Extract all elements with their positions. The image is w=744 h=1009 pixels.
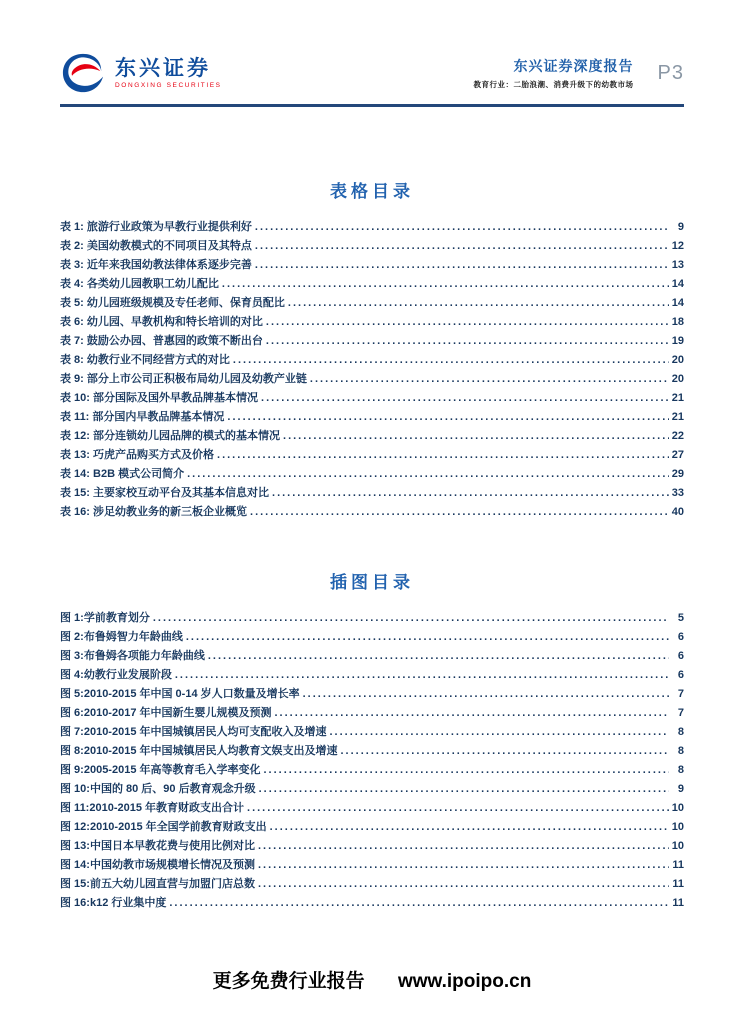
toc-entry-label: 图 10:中国的 80 后、90 后教育观念升级 [60, 783, 256, 795]
toc-entry-page: 8 [677, 726, 684, 738]
toc-entry-page: 7 [677, 688, 684, 700]
toc-entry-label: 表 13: 巧虎产品购买方式及价格 [60, 449, 215, 461]
toc-entry-label: 图 8:2010-2015 年中国城镇居民人均教育文娱支出及增速 [60, 745, 338, 757]
toc-dot-leader [153, 612, 669, 624]
toc-dot-leader [283, 430, 669, 442]
toc-entry-row[interactable] [60, 294, 684, 313]
toc-dot-leader [222, 278, 669, 290]
toc-entry-label: 表 8: 幼教行业不同经营方式的对比 [60, 354, 230, 366]
toc-entry-row[interactable] [60, 875, 684, 894]
toc-entry-label: 图 6:2010-2017 年中国新生婴儿规模及预测 [60, 707, 272, 719]
toc-entry-page: 21 [671, 392, 684, 404]
toc-entry-page: 9 [677, 783, 684, 795]
toc-entry-label: 图 15:前五大幼儿园直营与加盟门店总数 [60, 878, 255, 890]
toc-dot-leader [258, 859, 669, 871]
toc-entry-page: 6 [677, 631, 684, 643]
toc-entry-row[interactable] [60, 704, 684, 723]
toc-entry-label: 图 11:2010-2015 年教育财政支出合计 [60, 802, 245, 814]
tables-toc-title: 表格目录 [330, 182, 414, 201]
toc-dot-leader [275, 707, 670, 719]
report-title-block [474, 56, 634, 90]
toc-entry-label: 表 15: 主要家校互动平台及其基本信息对比 [60, 487, 270, 499]
toc-entry-page: 6 [677, 669, 684, 681]
toc-dot-leader [288, 297, 669, 309]
toc-entry-label: 表 1: 旅游行业政策为早教行业提供利好 [60, 221, 252, 233]
toc-dot-leader [259, 783, 669, 795]
toc-dot-leader [264, 764, 670, 776]
toc-dot-leader [303, 688, 669, 700]
toc-entry-label: 图 16:k12 行业集中度 [60, 897, 167, 909]
report-header [60, 0, 684, 94]
toc-entry-page: 19 [671, 335, 684, 347]
toc-dot-leader [310, 373, 669, 385]
toc-entry-row[interactable] [60, 780, 684, 799]
toc-dot-leader [261, 392, 669, 404]
toc-entry-page: 9 [677, 221, 684, 233]
toc-dot-leader [272, 487, 669, 499]
toc-entry-row[interactable] [60, 237, 684, 256]
toc-entry-row[interactable] [60, 818, 684, 837]
toc-entry-label: 表 7: 鼓励公办园、普惠园的政策不断出台 [60, 335, 263, 347]
toc-entry-page: 18 [671, 316, 684, 328]
brand-name-en: DONGXING SECURITIES [115, 82, 222, 90]
toc-entry-page: 7 [677, 707, 684, 719]
toc-dot-leader [217, 449, 669, 461]
toc-dot-leader [258, 840, 669, 852]
toc-entry-label: 图 13:中国日本早教花费与使用比例对比 [60, 840, 255, 852]
toc-entry-page: 29 [671, 468, 684, 480]
footer-url-link[interactable]: www.ipoipo.cn [397, 971, 532, 992]
toc-entry-row[interactable] [60, 408, 684, 427]
toc-entry-row[interactable] [60, 256, 684, 275]
toc-dot-leader [247, 802, 669, 814]
toc-entry-page: 22 [671, 430, 684, 442]
toc-entry-row[interactable] [60, 609, 684, 628]
toc-entry-row[interactable] [60, 761, 684, 780]
toc-entry-label: 图 14:中国幼教市场规模增长情况及预测 [60, 859, 255, 871]
toc-entry-label: 图 4:幼教行业发展阶段 [60, 669, 172, 681]
toc-dot-leader [255, 240, 669, 252]
toc-entry-row[interactable] [60, 666, 684, 685]
header-divider [60, 104, 684, 107]
toc-entry-row[interactable] [60, 685, 684, 704]
page-footer [0, 966, 744, 993]
toc-entry-page: 8 [677, 764, 684, 776]
toc-dot-leader [169, 897, 669, 909]
toc-dot-leader [266, 316, 669, 328]
toc-entry-row[interactable] [60, 837, 684, 856]
toc-entry-label: 图 7:2010-2015 年中国城镇居民人均可支配收入及增速 [60, 726, 327, 738]
toc-entry-label: 图 5:2010-2015 年中国 0-14 岁人口数量及增长率 [60, 688, 300, 700]
toc-entry-page: 11 [672, 897, 684, 909]
toc-dot-leader [255, 259, 669, 271]
toc-entry-page: 12 [671, 240, 684, 252]
toc-entry-label: 表 5: 幼儿园班级规模及专任老师、保育员配比 [60, 297, 285, 309]
toc-entry-row[interactable] [60, 465, 684, 484]
brand-logo [60, 52, 222, 94]
toc-dot-leader [266, 335, 669, 347]
toc-entry-page: 40 [671, 506, 684, 518]
toc-entry-page: 6 [677, 650, 684, 662]
brand-name: 东兴证券 [115, 56, 211, 80]
report-type-title: 东兴证券深度报告 [513, 58, 634, 74]
toc-entry-page: 14 [671, 278, 684, 290]
toc-entry-row[interactable] [60, 647, 684, 666]
toc-entry-page: 10 [671, 802, 684, 814]
toc-entry-label: 表 16: 涉足幼教业务的新三板企业概览 [60, 506, 248, 518]
toc-dot-leader [227, 411, 668, 423]
toc-dot-leader [250, 506, 669, 518]
toc-entry-page: 13 [671, 259, 684, 271]
toc-entry-row[interactable] [60, 894, 684, 913]
footer-text: 更多免费行业报告 [212, 971, 365, 992]
toc-entry-label: 图 2:布鲁姆智力年龄曲线 [60, 631, 183, 643]
brand-logo-text [115, 57, 222, 89]
toc-entry-page: 10 [671, 821, 684, 833]
toc-dot-leader [255, 221, 669, 233]
toc-entry-label: 表 10: 部分国际及国外早教品牌基本情况 [60, 392, 259, 404]
toc-entry-page: 20 [671, 373, 684, 385]
toc-entry-page: 11 [672, 878, 684, 890]
toc-entry-page: 14 [671, 297, 684, 309]
toc-dot-leader [186, 631, 669, 643]
tables-toc-section [60, 177, 684, 522]
toc-entry-label: 表 14: B2B 模式公司简介 [60, 468, 185, 480]
toc-dot-leader [330, 726, 670, 738]
toc-entry-label: 表 3: 近年来我国幼教法律体系逐步完善 [60, 259, 252, 271]
toc-entry-row[interactable] [60, 389, 684, 408]
toc-dot-leader [233, 354, 669, 366]
toc-entry-row[interactable] [60, 723, 684, 742]
toc-entry-row[interactable] [60, 218, 684, 237]
toc-entry-page: 33 [671, 487, 684, 499]
toc-entry-row[interactable] [60, 503, 684, 522]
toc-entry-page: 11 [672, 859, 684, 871]
toc-entry-row[interactable] [60, 484, 684, 503]
toc-entry-label: 表 11: 部分国内早教品牌基本情况 [60, 411, 225, 423]
toc-entry-row[interactable] [60, 275, 684, 294]
toc-dot-leader [208, 650, 669, 662]
toc-entry-row[interactable] [60, 446, 684, 465]
toc-entry-row[interactable] [60, 427, 684, 446]
toc-entry-page: 20 [671, 354, 684, 366]
figures-toc-list [60, 609, 684, 913]
report-subtitle: 教育行业：二胎浪潮、消费升级下的幼教市场 [473, 80, 634, 89]
toc-entry-row[interactable] [60, 799, 684, 818]
toc-entry-row[interactable] [60, 351, 684, 370]
figures-toc-section [60, 568, 684, 913]
toc-entry-label: 表 9: 部分上市公司正积极布局幼儿园及幼教产业链 [60, 373, 307, 385]
toc-entry-page: 8 [677, 745, 684, 757]
toc-entry-page: 21 [671, 411, 684, 423]
toc-entry-label: 图 9:2005-2015 年高等教育毛入学率变化 [60, 764, 261, 776]
header-right [474, 56, 684, 90]
toc-dot-leader [258, 878, 669, 890]
toc-entry-row[interactable] [60, 856, 684, 875]
toc-entry-label: 表 2: 美国幼教模式的不同项目及其特点 [60, 240, 252, 252]
toc-dot-leader [175, 669, 669, 681]
toc-entry-row[interactable] [60, 742, 684, 761]
toc-dot-leader [270, 821, 669, 833]
brand-logo-icon [60, 52, 106, 94]
toc-entry-row[interactable] [60, 628, 684, 647]
toc-entry-row[interactable] [60, 313, 684, 332]
toc-entry-page: 5 [677, 612, 684, 624]
figures-toc-title: 插图目录 [330, 573, 414, 592]
toc-entry-label: 图 1:学前教育划分 [60, 612, 150, 624]
toc-entry-row[interactable] [60, 332, 684, 351]
toc-entry-page: 27 [671, 449, 684, 461]
toc-entry-label: 表 6: 幼儿园、早教机构和特长培训的对比 [60, 316, 263, 328]
toc-entry-label: 图 3:布鲁姆各项能力年龄曲线 [60, 650, 205, 662]
toc-entry-label: 表 4: 各类幼儿园教职工幼儿配比 [60, 278, 219, 290]
toc-entry-row[interactable] [60, 370, 684, 389]
toc-dot-leader [341, 745, 670, 757]
toc-dot-leader [187, 468, 669, 480]
toc-entry-label: 表 12: 部分连锁幼儿园品牌的模式的基本情况 [60, 430, 281, 442]
toc-entry-page: 10 [671, 840, 684, 852]
toc-entry-label: 图 12:2010-2015 年全国学前教育财政支出 [60, 821, 267, 833]
page-number: P3 [657, 61, 684, 84]
tables-toc-list [60, 218, 684, 522]
